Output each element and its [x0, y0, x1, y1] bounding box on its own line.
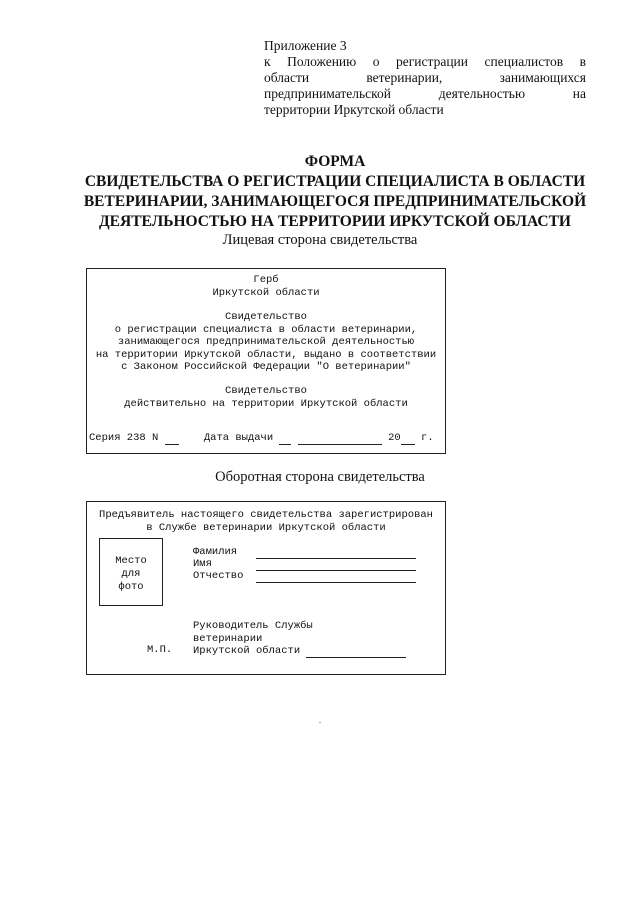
appendix-line-3: области ветеринарии, занимающихся: [264, 70, 586, 85]
patronymic-blank: [256, 582, 416, 583]
heading-line-4: ДЕЯТЕЛЬНОСТЬЮ НА ТЕРРИТОРИИ ИРКУТСКОЙ ОБЛАСТИ: [99, 213, 571, 230]
appendix-line-4: предпринимательской деятельностью на: [264, 86, 586, 101]
name-row: [193, 558, 416, 571]
certificate-back: [86, 501, 446, 675]
front-side-title: Лицевая сторона свидетельства: [222, 232, 418, 248]
photo-line-2: для: [121, 568, 141, 580]
scan-speck: [319, 722, 321, 723]
head-signature-block: Руководитель Службы ветеринарии Иркутской области: [193, 620, 406, 658]
year-suffix: г.: [421, 432, 434, 444]
stamp-label: М.П.: [147, 644, 173, 656]
signature-blank: [306, 657, 406, 658]
surname-row: [193, 546, 416, 559]
patronymic-row: [193, 570, 416, 583]
photo-placeholder: [99, 538, 163, 606]
certificate-front: [86, 268, 446, 454]
series-date-line: [89, 432, 434, 445]
photo-line-3: фото: [118, 581, 144, 593]
appendix-line-1: Приложение 3: [264, 38, 347, 53]
form-heading: [70, 152, 600, 232]
photo-line-1: Место: [115, 555, 147, 567]
patronymic-label: Отчество: [193, 570, 244, 582]
surname-label: Фамилия: [193, 546, 238, 558]
appendix-line-5: территории Иркутской области: [264, 102, 444, 117]
year-blank: [401, 444, 415, 445]
appendix-line-2: к Положению о регистрации специалистов в: [264, 54, 586, 69]
series-label: Серия 238 N: [89, 432, 159, 444]
coat-of-arms-caption: Герб Иркутской области: [212, 274, 320, 299]
heading-line-1: ФОРМА: [304, 153, 366, 170]
date-label: Дата выдачи: [203, 432, 274, 444]
certificate-text: Свидетельство о регистрации специалиста в области ветеринарии, занимающегося предпринимательской деятельностью на территории Иркутской области, выдано в соответствии с Законом Российской Федерации "О ветеринарии": [95, 311, 437, 373]
appendix-note: [264, 38, 586, 118]
month-blank: [298, 444, 382, 445]
heading-line-2: СВИДЕТЕЛЬСТВА О РЕГИСТРАЦИИ СПЕЦИАЛИСТА В ОБЛАСТИ: [84, 173, 586, 190]
back-side-title: Оборотная сторона свидетельства: [215, 469, 425, 485]
registration-text: Предъявитель настоящего свидетельства зарегистрирован в Службе ветеринарии Иркутской области: [99, 509, 433, 534]
name-label: Имя: [193, 558, 212, 570]
validity-text: Свидетельство действительно на территории Иркутской области: [124, 385, 408, 410]
year-prefix: 20: [388, 432, 401, 444]
day-blank: [279, 444, 291, 445]
heading-line-3: ВЕТЕРИНАРИИ, ЗАНИМАЮЩЕГОСЯ ПРЕДПРИНИМАТЕЛЬСКОЙ: [83, 193, 587, 210]
series-number-blank: [165, 444, 179, 445]
